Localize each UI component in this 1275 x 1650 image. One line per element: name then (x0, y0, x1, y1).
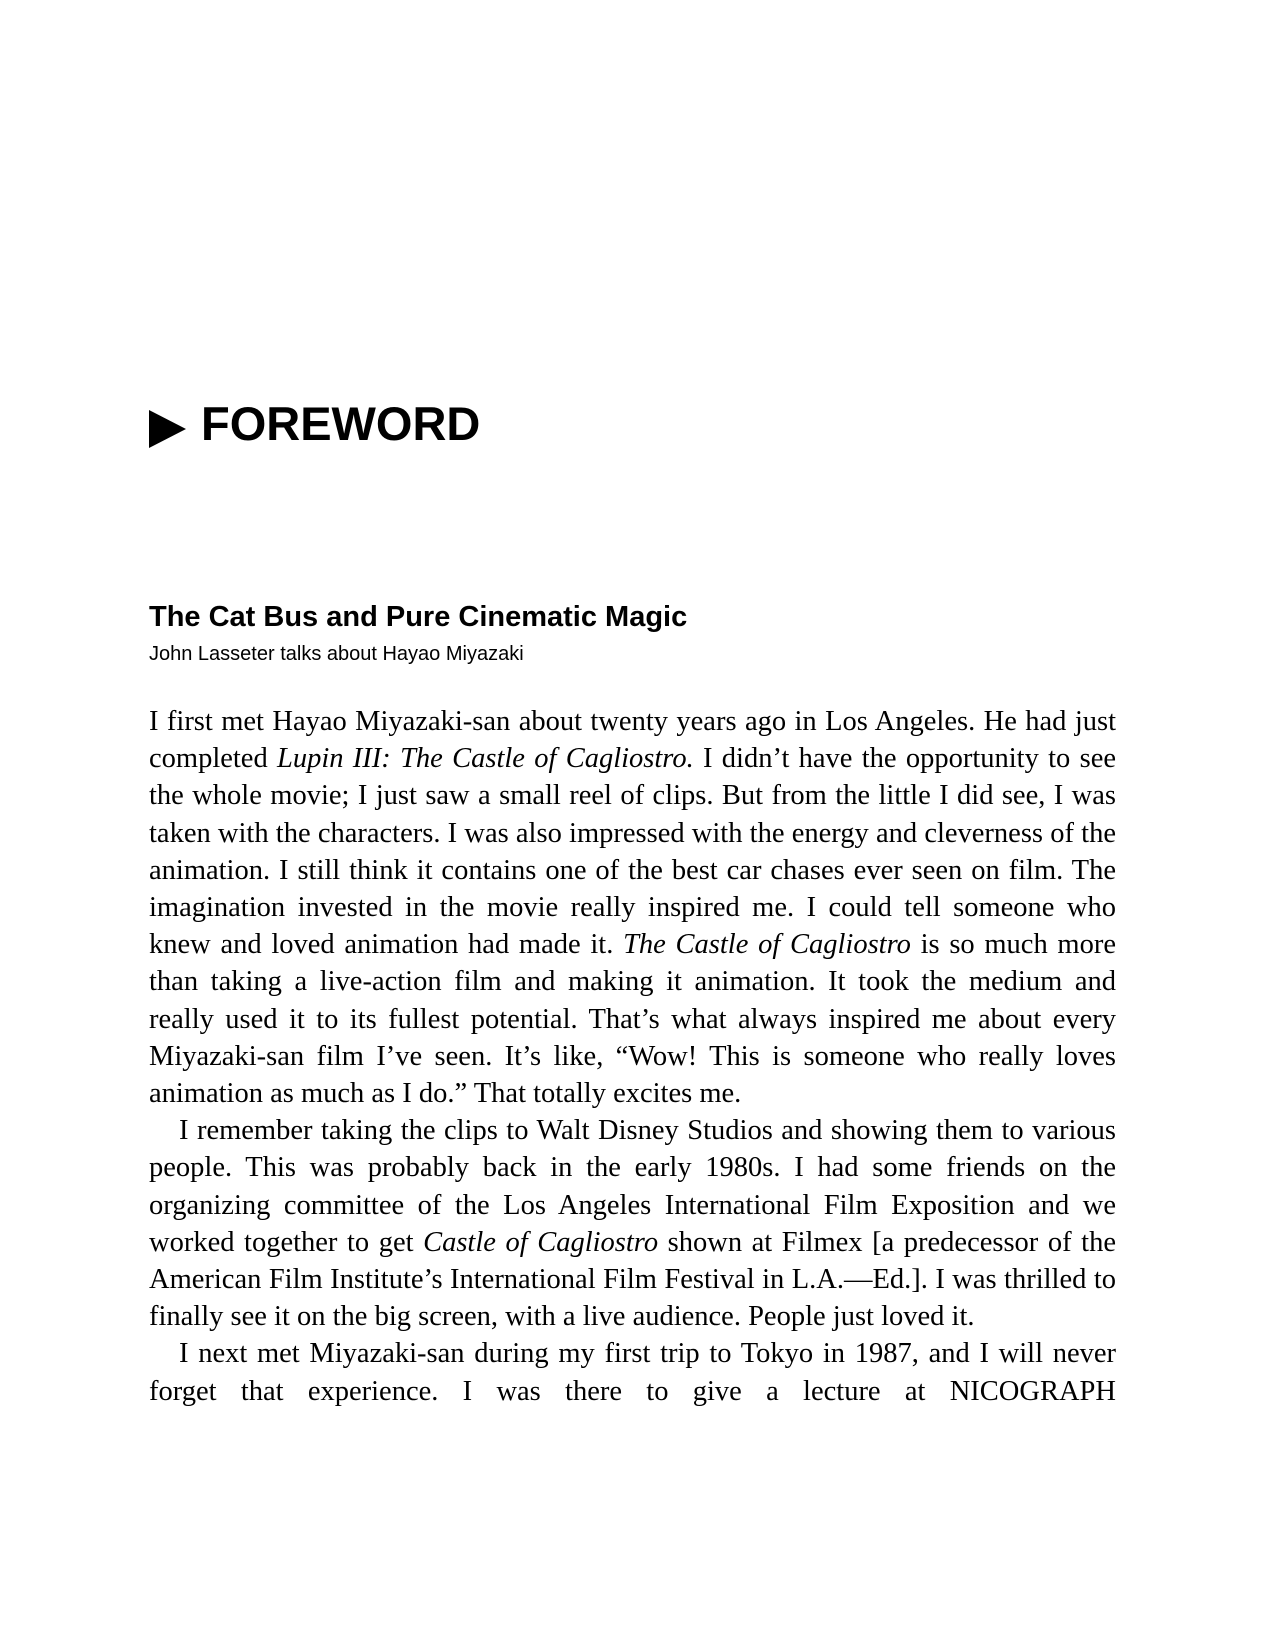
paragraph-text: I next met Miyazaki-san during my first trip to Tokyo in 1987, and I will never forget that experience. I was there to give a lecture at NICOGRAPH (149, 1338, 1116, 1407)
paragraph (149, 1112, 1116, 1335)
paragraph (149, 1335, 1116, 1409)
body-text (149, 703, 1116, 1410)
article-byline: John Lasseter talks about Hayao Miyazaki (149, 643, 524, 665)
paragraph-text: I remember taking the clips to Walt Disney Studios and showing them to various people. This was probably back in the early 1980s. I had some friends on the organizing committee of the Los Angeles International Film Exposition and we worked together to get (149, 1115, 1116, 1258)
chapter-heading-text: FOREWORD (201, 397, 481, 450)
italic-title: Castle of Cagliostro (423, 1226, 659, 1258)
paragraph-text: shown at Filmex [a predecessor of the American Film Institute’s International Film Festival in L.A.—Ed.]. I was thrilled to finally see it on the big screen, with a live audience. People just loved it. (149, 1226, 1116, 1333)
paragraph-text: is so much more than taking a live-action film and making it animation. It took the medium and really used it to its fullest potential. That’s what always inspired me about every Miyazaki-san film I’ve seen. It’s like, “Wow! This is someone who really loves animation as much as I do.” That totally excites me. (149, 929, 1116, 1110)
article-title: The Cat Bus and Pure Cinematic Magic (149, 601, 688, 633)
italic-title: Lupin III: The Castle of Cagliostro. (277, 743, 694, 775)
right-triangle-icon (149, 410, 186, 448)
paragraph-text: I first met Hayao Miyazaki-san about twenty years ago in Los Angeles. He had just completed (149, 706, 1116, 775)
chapter-heading (149, 396, 480, 452)
italic-title: The Castle of Cagliostro (623, 929, 911, 961)
paragraph-text: I didn’t have the opportunity to see the whole movie; I just saw a small reel of clips. But from the little I did see, I was taken with the characters. I was also impressed with the energy and cleverness of the animation. I still think it contains one of the best car chases ever seen on film. The imagination invested in the movie really inspired me. I could tell someone who knew and loved animation had made it. (149, 743, 1116, 961)
paragraph (149, 703, 1116, 1112)
